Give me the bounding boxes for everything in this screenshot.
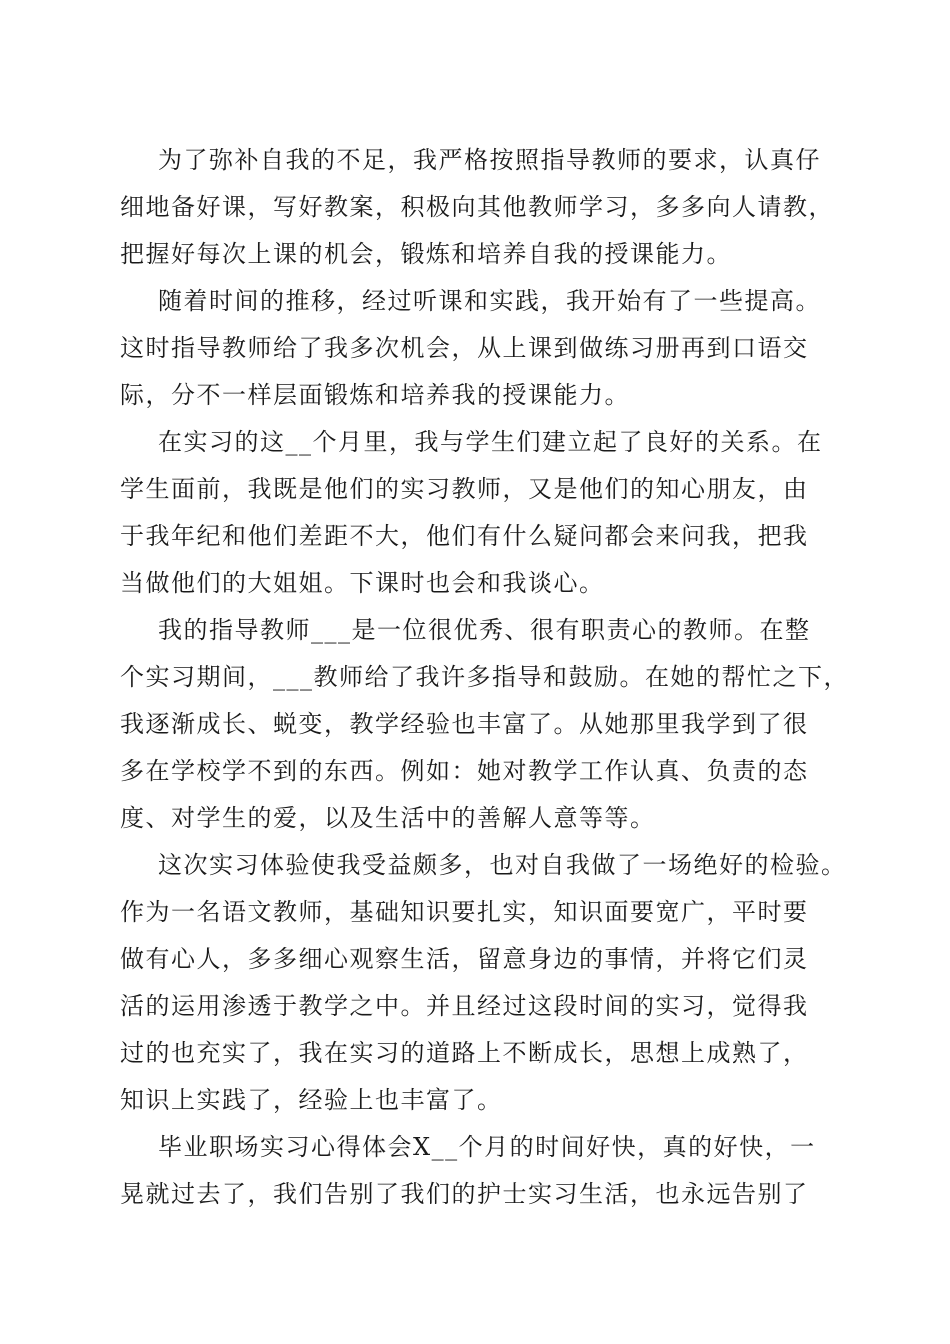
- text-line: 细地备好课，写好教案，积极向其他教师学习，多多向人请教，: [120, 193, 834, 221]
- document-body: [120, 137, 849, 1218]
- text-line: 把握好每次上课的机会，锻炼和培养自我的授课能力。: [120, 240, 732, 268]
- text-line: 知识上实践了，经验上也丰富了。: [120, 1086, 503, 1114]
- text-line: 当做他们的大姐姐。下课时也会和我谈心。: [120, 569, 605, 597]
- paragraph: [120, 419, 840, 607]
- text-line: 活的运用渗透于教学之中。并且经过这段时间的实习，觉得我: [120, 992, 809, 1020]
- text-line: 随着时间的推移，经过听课和实践，我开始有了一些提高。: [158, 287, 821, 315]
- text-line: 度、对学生的爱，以及生活中的善解人意等等。: [120, 804, 656, 832]
- text-line: 晃就过去了，我们告别了我们的护士实习生活，也永远告别了: [120, 1180, 809, 1208]
- paragraph: [120, 137, 840, 278]
- text-line: 个实习期间，___教师给了我许多指导和鼓励。在她的帮忙之下，: [120, 663, 849, 691]
- paragraph: [120, 1124, 840, 1218]
- text-line: 这时指导教师给了我多次机会，从上课到做练习册再到口语交: [120, 334, 809, 362]
- text-line: 于我年纪和他们差距不大，他们有什么疑问都会来问我，把我: [120, 522, 809, 550]
- paragraph: [120, 607, 849, 842]
- text-line: 际，分不一样层面锻炼和培养我的授课能力。: [120, 381, 630, 409]
- text-line: 我的指导教师___是一位很优秀、很有职责心的教师。在整: [158, 616, 811, 644]
- text-line: 过的也充实了，我在实习的道路上不断成长，思想上成熟了，: [120, 1039, 809, 1067]
- text-line: 我逐渐成长、蜕变，教学经验也丰富了。从她那里我学到了很: [120, 710, 809, 738]
- text-line: 做有心人，多多细心观察生活，留意身边的事情，并将它们灵: [120, 945, 809, 973]
- text-line: 这次实习体验使我受益颇多，也对自我做了一场绝好的检验。: [158, 851, 847, 879]
- text-line: 学生面前，我既是他们的实习教师，又是他们的知心朋友，由: [120, 475, 809, 503]
- text-line: 毕业职场实习心得体会X__个月的时间好快，真的好快，一: [158, 1133, 816, 1161]
- text-line: 为了弥补自我的不足，我严格按照指导教师的要求，认真仔: [158, 146, 821, 174]
- text-line: 作为一名语文教师，基础知识要扎实，知识面要宽广，平时要: [120, 898, 809, 926]
- paragraph: [120, 278, 840, 419]
- paragraph: [120, 842, 847, 1124]
- text-line: 在实习的这__个月里，我与学生们建立起了良好的关系。在: [158, 428, 823, 456]
- text-line: 多在学校学不到的东西。例如：她对教学工作认真、负责的态: [120, 757, 809, 785]
